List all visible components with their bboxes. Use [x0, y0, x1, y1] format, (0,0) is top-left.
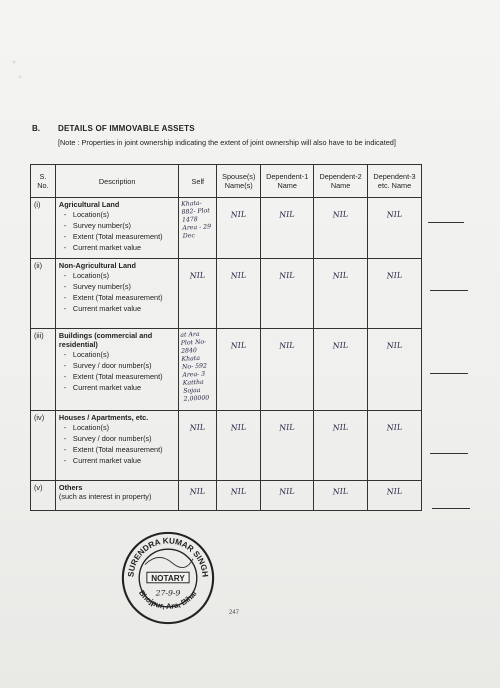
row-dependent-3: NIL	[368, 411, 422, 481]
table-row	[31, 259, 422, 329]
row-category: Non-Agricultural Land	[58, 261, 136, 270]
section-letter: B.	[32, 124, 40, 133]
list-item: - Extent (Total measurement)	[73, 445, 175, 454]
row-category: Houses / Apartments, etc.	[58, 413, 149, 422]
row-description	[55, 329, 178, 411]
notary-seal	[120, 530, 216, 626]
header-dependent-1: Dependent-1 Name	[261, 165, 314, 198]
seal-place: Bhojpur, Ara, Bihar	[136, 588, 200, 611]
list-item: - Survey number(s)	[73, 221, 175, 230]
row-category: Buildings (commercial and residential)	[58, 331, 153, 349]
row-category: Agricultural Land	[58, 200, 120, 209]
row-dependent-3: NIL	[368, 329, 422, 411]
row-description	[55, 481, 178, 511]
list-item: - Survey number(s)	[73, 282, 175, 291]
table-row	[31, 411, 422, 481]
row-dependent-2: NIL	[314, 259, 368, 329]
list-item: - Extent (Total measurement)	[73, 293, 175, 302]
seal-role: NOTARY	[151, 573, 185, 583]
header-dependent-2: Dependent-2 Name	[314, 165, 368, 198]
list-item: - Current market value	[73, 243, 175, 252]
scan-smudge	[2, 42, 32, 92]
list-item: - Current market value	[73, 383, 175, 392]
margin-dash	[430, 290, 468, 291]
row-self: NIL	[179, 481, 217, 511]
row-spouse: NIL	[217, 329, 261, 411]
seal-date: 27-9-9	[155, 588, 181, 598]
row-dependent-1: NIL	[261, 481, 314, 511]
list-item: - Current market value	[73, 456, 175, 465]
list-item: - Extent (Total measurement)	[73, 232, 175, 241]
row-self: NIL	[179, 411, 217, 481]
row-sno: (iii)	[31, 329, 56, 411]
row-dependent-3: NIL	[368, 198, 422, 259]
list-item: - Current market value	[73, 304, 175, 313]
list-item: - Location(s)	[73, 210, 175, 219]
table-row	[31, 198, 422, 259]
header-sno: S. No.	[31, 165, 56, 198]
row-subtext: (such as interest in property)	[58, 492, 152, 501]
row-spouse: NIL	[217, 259, 261, 329]
table-row	[31, 481, 422, 511]
row-sno: (i)	[31, 198, 56, 259]
row-description	[55, 411, 178, 481]
table-row	[31, 329, 422, 411]
row-dependent-2: NIL	[314, 329, 368, 411]
row-dependent-1: NIL	[261, 329, 314, 411]
row-spouse: NIL	[217, 198, 261, 259]
margin-dash	[430, 373, 468, 374]
list-item: - Location(s)	[73, 423, 175, 432]
margin-dash	[430, 453, 468, 454]
row-sno: (v)	[31, 481, 56, 511]
header-spouse: Spouse(s) Name(s)	[217, 165, 261, 198]
row-dependent-2: NIL	[314, 481, 368, 511]
row-self: NIL	[179, 259, 217, 329]
row-category: Others	[58, 483, 83, 492]
header-self: Self	[179, 165, 217, 198]
row-dependent-3: NIL	[368, 259, 422, 329]
row-dependent-3: NIL	[368, 481, 422, 511]
row-sno: (ii)	[31, 259, 56, 329]
list-item: - Location(s)	[73, 271, 175, 280]
row-sno: (iv)	[31, 411, 56, 481]
list-item: - Extent (Total measurement)	[73, 372, 175, 381]
row-description	[55, 259, 178, 329]
list-item: - Survey / door number(s)	[73, 361, 175, 370]
page-number: 247	[229, 610, 240, 616]
row-dependent-1: NIL	[261, 411, 314, 481]
list-item: - Survey / door number(s)	[73, 434, 175, 443]
section-title: DETAILS OF IMMOVABLE ASSETS	[58, 124, 195, 133]
row-self: Khata- 882- Plot 1478 Area - 29 Dec	[179, 198, 217, 259]
row-dependent-1: NIL	[261, 259, 314, 329]
row-dependent-1: NIL	[261, 198, 314, 259]
margin-dash	[428, 222, 464, 223]
header-description: Description	[55, 165, 178, 198]
table-header-row	[31, 165, 422, 198]
list-item: - Location(s)	[73, 350, 175, 359]
section-note: [Note : Properties in joint ownership indicating the extent of joint ownership will also have to be indicated]	[58, 138, 396, 147]
margin-dash	[432, 508, 470, 509]
seal-name: SURENDRA KUMAR SINGH	[126, 536, 210, 578]
row-spouse: NIL	[217, 481, 261, 511]
signature-scribble	[145, 557, 193, 567]
row-spouse: NIL	[217, 411, 261, 481]
row-self: at Ara Plot No- 2840 Khata No- 592 Area- 3 Kattha Sojaa 2,00000	[179, 329, 217, 411]
header-dependent-3: Dependent-3 etc. Name	[368, 165, 422, 198]
row-dependent-2: NIL	[314, 411, 368, 481]
row-description	[55, 198, 178, 259]
immovable-assets-table	[30, 164, 422, 511]
row-dependent-2: NIL	[314, 198, 368, 259]
